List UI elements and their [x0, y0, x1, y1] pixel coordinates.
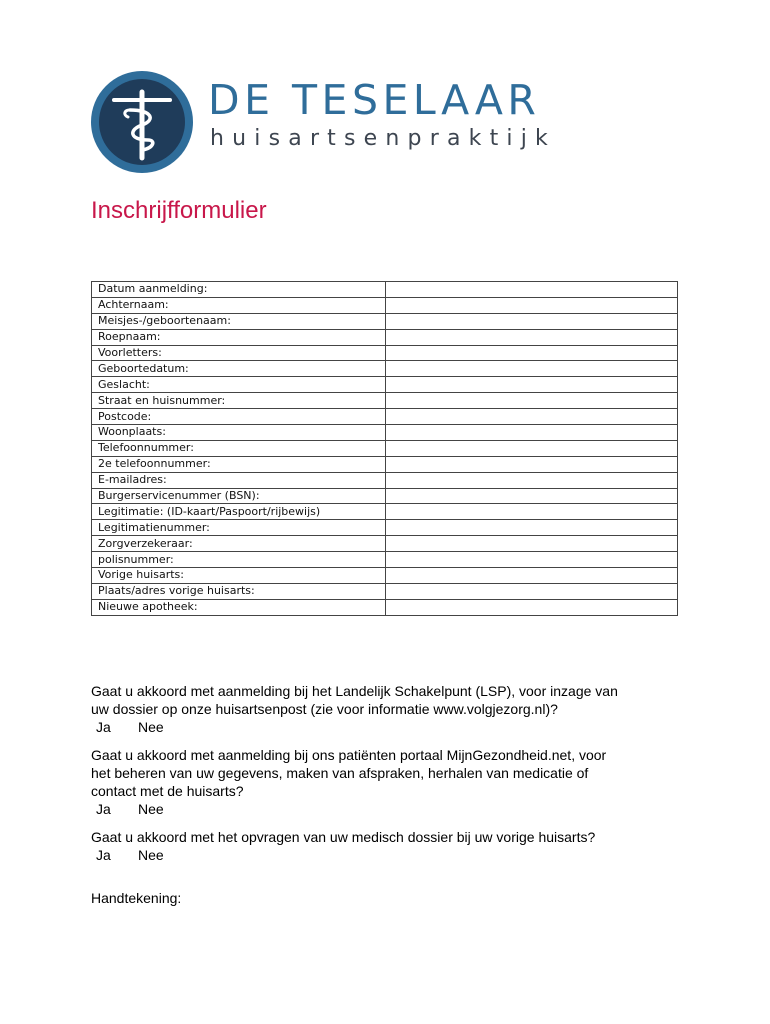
form-row: [92, 345, 678, 361]
form-field-label: Nieuwe apotheek:: [92, 599, 386, 615]
form-field-value[interactable]: [386, 409, 678, 425]
form-row: [92, 520, 678, 536]
form-title: Inschrijfformulier: [91, 197, 267, 224]
question-text: [91, 682, 691, 718]
form-field-value[interactable]: [386, 472, 678, 488]
question-line: het beheren van uw gegevens, maken van afspraken, herhalen van medicatie of: [91, 765, 589, 781]
form-field-value[interactable]: [386, 488, 678, 504]
answer-options: [91, 800, 691, 818]
form-field-label: Telefoonnummer:: [92, 440, 386, 456]
question-text: [91, 746, 691, 800]
question-line: uw dossier op onze huisartsenpost (zie voor informatie www.volgjezorg.nl)?: [91, 701, 558, 717]
form-field-label: Geslacht:: [92, 377, 386, 393]
form-field-value[interactable]: [386, 313, 678, 329]
form-field-value[interactable]: [386, 583, 678, 599]
form-field-label: polisnummer:: [92, 552, 386, 568]
answer-options: [91, 846, 691, 864]
form-field-label: Straat en huisnummer:: [92, 393, 386, 409]
form-field-value[interactable]: [386, 520, 678, 536]
practice-logo: [90, 70, 194, 174]
form-field-value[interactable]: [386, 599, 678, 615]
form-field-label: Achternaam:: [92, 297, 386, 313]
answer-yes[interactable]: Ja: [96, 719, 111, 735]
form-field-value[interactable]: [386, 297, 678, 313]
form-field-label: Voorletters:: [92, 345, 386, 361]
consent-question-portal: [91, 746, 691, 818]
form-row: [92, 599, 678, 615]
form-row: [92, 488, 678, 504]
form-field-value[interactable]: [386, 536, 678, 552]
answer-no[interactable]: Nee: [138, 719, 164, 735]
form-field-value[interactable]: [386, 282, 678, 298]
form-field-value[interactable]: [386, 345, 678, 361]
staff-of-asclepius-icon: [90, 70, 194, 174]
form-field-label: Zorgverzekeraar:: [92, 536, 386, 552]
form-field-label: E-mailadres:: [92, 472, 386, 488]
answer-options: [91, 718, 691, 736]
form-field-label: Meisjes-/geboortenaam:: [92, 313, 386, 329]
form-field-value[interactable]: [386, 329, 678, 345]
form-row: [92, 297, 678, 313]
answer-yes[interactable]: Ja: [96, 801, 111, 817]
form-row: [92, 409, 678, 425]
question-line: Gaat u akkoord met aanmelding bij het Landelijk Schakelpunt (LSP), voor inzage van: [91, 683, 618, 699]
form-row: [92, 425, 678, 441]
form-row: [92, 282, 678, 298]
form-field-label: Plaats/adres vorige huisarts:: [92, 583, 386, 599]
answer-no[interactable]: Nee: [138, 847, 164, 863]
form-field-value[interactable]: [386, 377, 678, 393]
form-row: [92, 552, 678, 568]
form-field-label: Geboortedatum:: [92, 361, 386, 377]
form-field-label: Legitimatie: (ID-kaart/Paspoort/rijbewijs): [92, 504, 386, 520]
form-row: [92, 472, 678, 488]
registration-table: [91, 281, 678, 616]
form-field-value[interactable]: [386, 568, 678, 584]
form-row: [92, 440, 678, 456]
form-field-label: 2e telefoonnummer:: [92, 456, 386, 472]
form-row: [92, 313, 678, 329]
question-line: Gaat u akkoord met aanmelding bij ons patiënten portaal MijnGezondheid.net, voor: [91, 747, 607, 763]
form-row: [92, 361, 678, 377]
form-row: [92, 568, 678, 584]
question-line: contact met de huisarts?: [91, 783, 244, 799]
answer-yes[interactable]: Ja: [96, 847, 111, 863]
form-field-value[interactable]: [386, 504, 678, 520]
consent-question-previous-gp: [91, 828, 691, 864]
form-field-label: Vorige huisarts:: [92, 568, 386, 584]
brand-name: DE TESELAAR: [208, 76, 541, 124]
form-field-label: Roepnaam:: [92, 329, 386, 345]
brand-subtitle: huisartsenpraktijk: [210, 126, 556, 151]
form-field-label: Burgerservicenummer (BSN):: [92, 488, 386, 504]
answer-no[interactable]: Nee: [138, 801, 164, 817]
form-field-label: Legitimatienummer:: [92, 520, 386, 536]
form-field-value[interactable]: [386, 456, 678, 472]
form-row: [92, 377, 678, 393]
form-row: [92, 504, 678, 520]
form-row: [92, 536, 678, 552]
question-line: Gaat u akkoord met het opvragen van uw medisch dossier bij uw vorige huisarts?: [91, 829, 596, 845]
form-field-label: Woonplaats:: [92, 425, 386, 441]
form-field-label: Postcode:: [92, 409, 386, 425]
form-field-value[interactable]: [386, 393, 678, 409]
question-text: [91, 828, 691, 846]
form-field-value[interactable]: [386, 552, 678, 568]
form-field-value[interactable]: [386, 361, 678, 377]
form-row: [92, 329, 678, 345]
form-field-value[interactable]: [386, 425, 678, 441]
form-field-value[interactable]: [386, 440, 678, 456]
form-row: [92, 393, 678, 409]
form-row: [92, 583, 678, 599]
consent-questions: [91, 682, 691, 864]
signature-label: Handtekening:: [91, 890, 182, 906]
form-row: [92, 456, 678, 472]
form-field-label: Datum aanmelding:: [92, 282, 386, 298]
consent-question-lsp: [91, 682, 691, 736]
